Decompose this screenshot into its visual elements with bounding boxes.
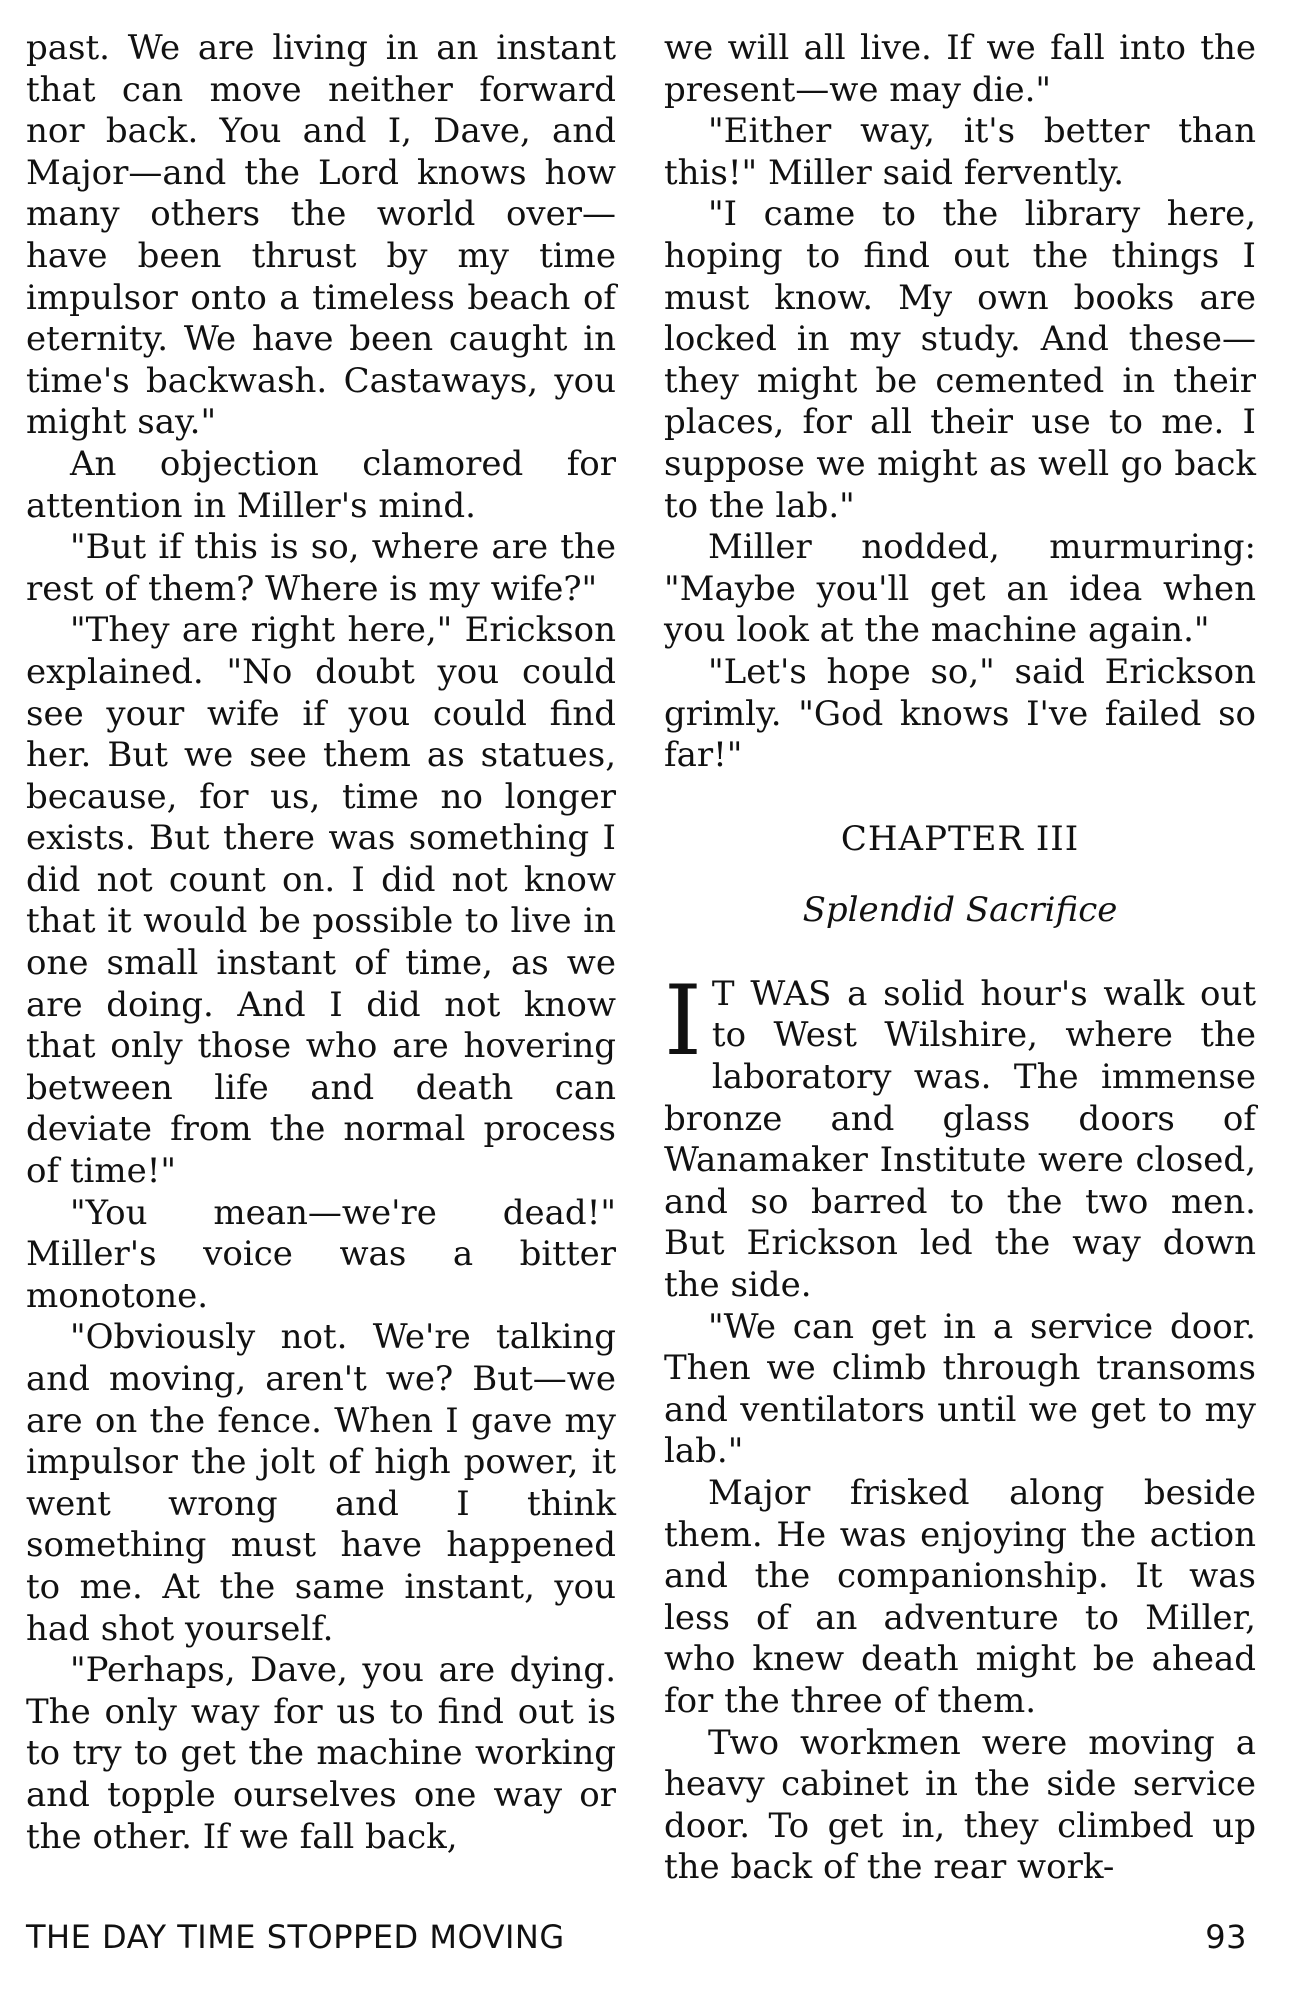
paragraph: "We can get in a service door. Then we climb through transoms and ventilators until we get to my lab." <box>664 1306 1256 1472</box>
paragraph: Two workmen were moving a heavy cabinet in the side service door. To get in, they climbed up the back of the rear work- <box>664 1722 1256 1888</box>
paragraph: "You mean—we're dead!" Miller's voice was a bitter monotone. <box>26 1192 616 1316</box>
page-number: 93 <box>1205 1918 1247 1956</box>
drop-cap: I <box>664 964 702 1077</box>
chapter-title: CHAPTER III <box>840 818 1080 859</box>
right-column <box>664 28 1256 1889</box>
paragraph: "I came to the library here, hoping to find out the things I must know. My own books are locked in my study. And these—they might be cemented in their places, for all their use to me. I suppose we might as well go back to the lab." <box>664 194 1256 526</box>
paragraph: An objection clamored for attention in Miller's mind. <box>26 443 616 526</box>
left-column <box>26 28 616 1858</box>
paragraph: "Let's hope so," said Erickson grimly. "God knows I've failed so far!" <box>664 651 1256 776</box>
paragraph: "They are right here," Erickson explained. "No doubt you could see your wife if you could find her. But we see them as statues, because, for us, time no longer exists. But there was something I did not count on. I did not know that it would be possible to live in one small instant of time, as we are doing. And I did not know that only those who are hovering between life and death can deviate from the normal process of time!" <box>26 610 616 1192</box>
paragraph: "But if this is so, where are the rest of them? Where is my wife?" <box>26 527 616 609</box>
paragraph: "Either way, it's better than this!" Miller said fervently. <box>664 111 1256 193</box>
paragraph: Miller nodded, murmuring: "Maybe you'll get an idea when you look at the machine again." <box>664 527 1256 651</box>
chapter-subtitle: Splendid Sacrifice <box>802 890 1118 931</box>
running-title: THE DAY TIME STOPPED MOVING <box>26 1918 565 1956</box>
paragraph: we will all live. If we fall into the present—we may die." <box>664 28 1256 110</box>
opening-text: T WAS a solid hour's walk out to West Wilshire, where the laboratory was. The immense bronze and glass doors of Wanamaker Institute were closed, and so barred to the two men. But Erickson led the way down the side. <box>664 973 1256 1306</box>
paragraph: "Perhaps, Dave, you are dying. The only way for us to find out is to try to get the machine working and topple ourselves one way or the other. If we fall back, <box>26 1650 616 1857</box>
paragraph: past. We are living in an instant that can move neither forward nor back. You and I, Dave, and Major—and the Lord knows how many others the world over—have been thrust by my time impulsor onto a timeless beach of eternity. We have been caught in time's backwash. Castaways, you might say." <box>26 28 616 443</box>
paragraph: Major frisked along beside them. He was enjoying the action and the companionship. It was less of an adventure to Miller, who knew death might be ahead for the three of them. <box>664 1473 1256 1721</box>
chapter-opening-paragraph <box>664 964 1256 1307</box>
paragraph: "Obviously not. We're talking and moving, aren't we? But—we are on the fence. When I gave my impulsor the jolt of high power, it went wrong and I think something must have happened to me. At the same instant, you had shot yourself. <box>26 1317 616 1649</box>
page-footer <box>26 1918 1267 1968</box>
